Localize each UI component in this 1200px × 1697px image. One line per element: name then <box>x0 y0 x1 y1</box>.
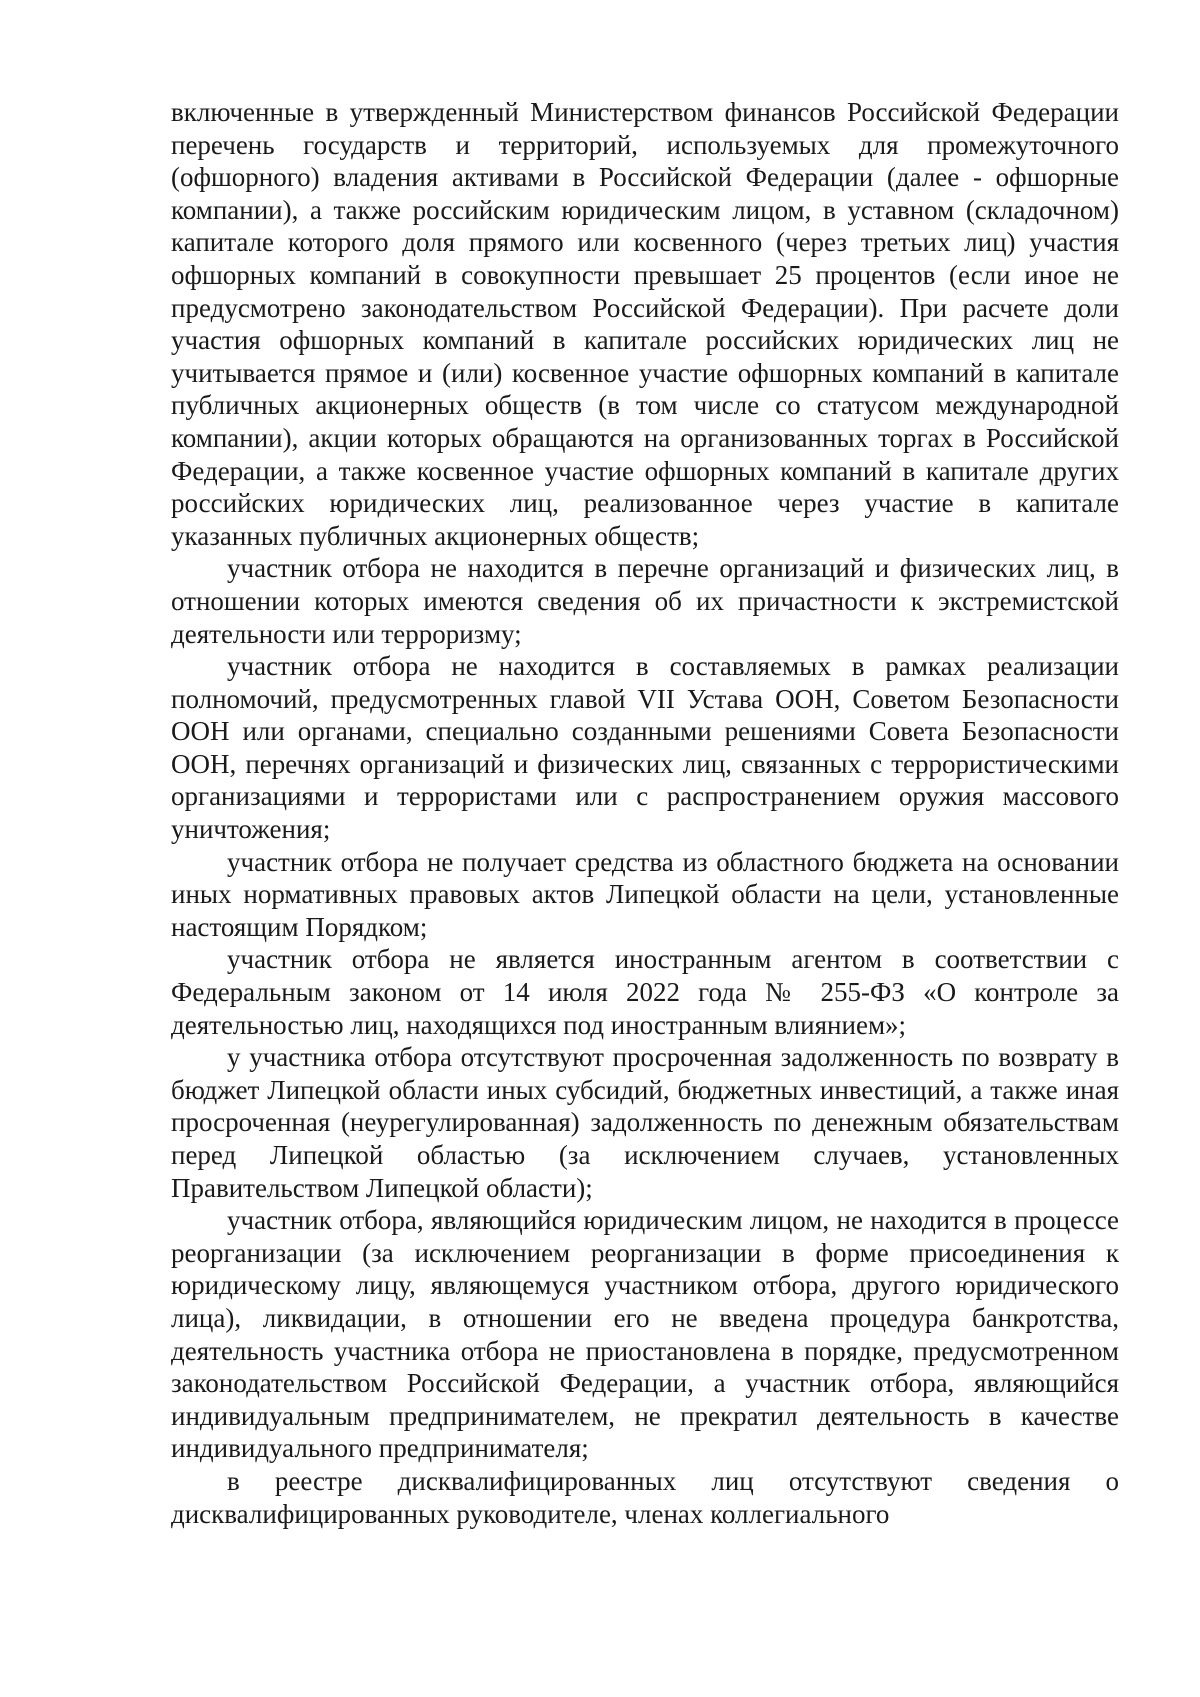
paragraph-extremism-list: участник отбора не находится в перечне организаций и физических лиц, в отношении которых имеются сведения об их причастности к экстремистской деятельности или терроризму; <box>171 553 1119 649</box>
paragraph-offshore-companies: включенные в утвержденный Министерством финансов Российской Федерации перечень государств и территорий, используемых для промежуточного (офшорного) владения активами в Российской Федерации (далее - офшорные компании), а также российским юридическим лицом, в уставном (складочном) капитале которого доля прямого или косвенного (через третьих лиц) участия офшорных компаний в совокупности превышает 25 процентов (если иное не предусмотрено законодательством Российской Федерации). При расчете доли участия офшорных компаний в капитале российских юридических лиц не учитывается прямое и (или) косвенное участие офшорных компаний в капитале публичных акционерных обществ (в том числе со статусом международной компании), акции которых обращаются на организованных торгах в Российской Федерации, а также косвенное участие офшорных компаний в капитале других российских юридических лиц, реализованное через участие в капитале указанных публичных акционерных обществ; <box>171 97 1119 551</box>
paragraph-regional-budget-funds: участник отбора не получает средства из областного бюджета на основании иных нормативных правовых актов Липецкой области на цели, установленные настоящим Порядком; <box>171 846 1119 942</box>
paragraph-reorganization-liquidation: участник отбора, являющийся юридическим лицом, не находится в процессе реорганизации (за исключением реорганизации в форме присоединения к юридическому лицу, являющемуся участником отбора, другого юридического лица), ликвидации, в отношении его не введена процедура банкротства, деятельность участника отбора не приостановлена в порядке, предусмотренном законодательством Российской Федерации, а участник отбора, являющийся индивидуальным предпринимателем, не прекратил деятельность в качестве индивидуального предпринимателя; <box>171 1205 1119 1464</box>
paragraph-un-security-council-lists: участник отбора не находится в составляемых в рамках реализации полномочий, предусмотренных главой VII Устава ООН, Советом Безопасности ООН или органами, специально созданными решениями Совета Безопасности ООН, перечнях организаций и физических лиц, связанных с террористическими организациями и террористами или с распространением оружия массового уничтожения; <box>171 651 1119 845</box>
paragraph-overdue-debt: у участника отбора отсутствуют просроченная задолженность по возврату в бюджет Липецкой области иных субсидий, бюджетных инвестиций, а также иная просроченная (неурегулированная) задолженность по денежным обязательствам перед Липецкой областью (за исключением случаев, установленных Правительством Липецкой области); <box>171 1042 1119 1203</box>
paragraph-disqualified-persons-registry: в реестре дисквалифицированных лиц отсутствуют сведения о дисквалифицированных руководителе, членах коллегиального <box>171 1465 1119 1529</box>
paragraph-foreign-agent: участник отбора не является иностранным агентом в соответствии с Федеральным законом от 14 июля 2022 года № 255-ФЗ «О контроле за деятельностью лиц, находящихся под иностранным влиянием»; <box>171 944 1119 1040</box>
document-page <box>171 96 1119 1530</box>
